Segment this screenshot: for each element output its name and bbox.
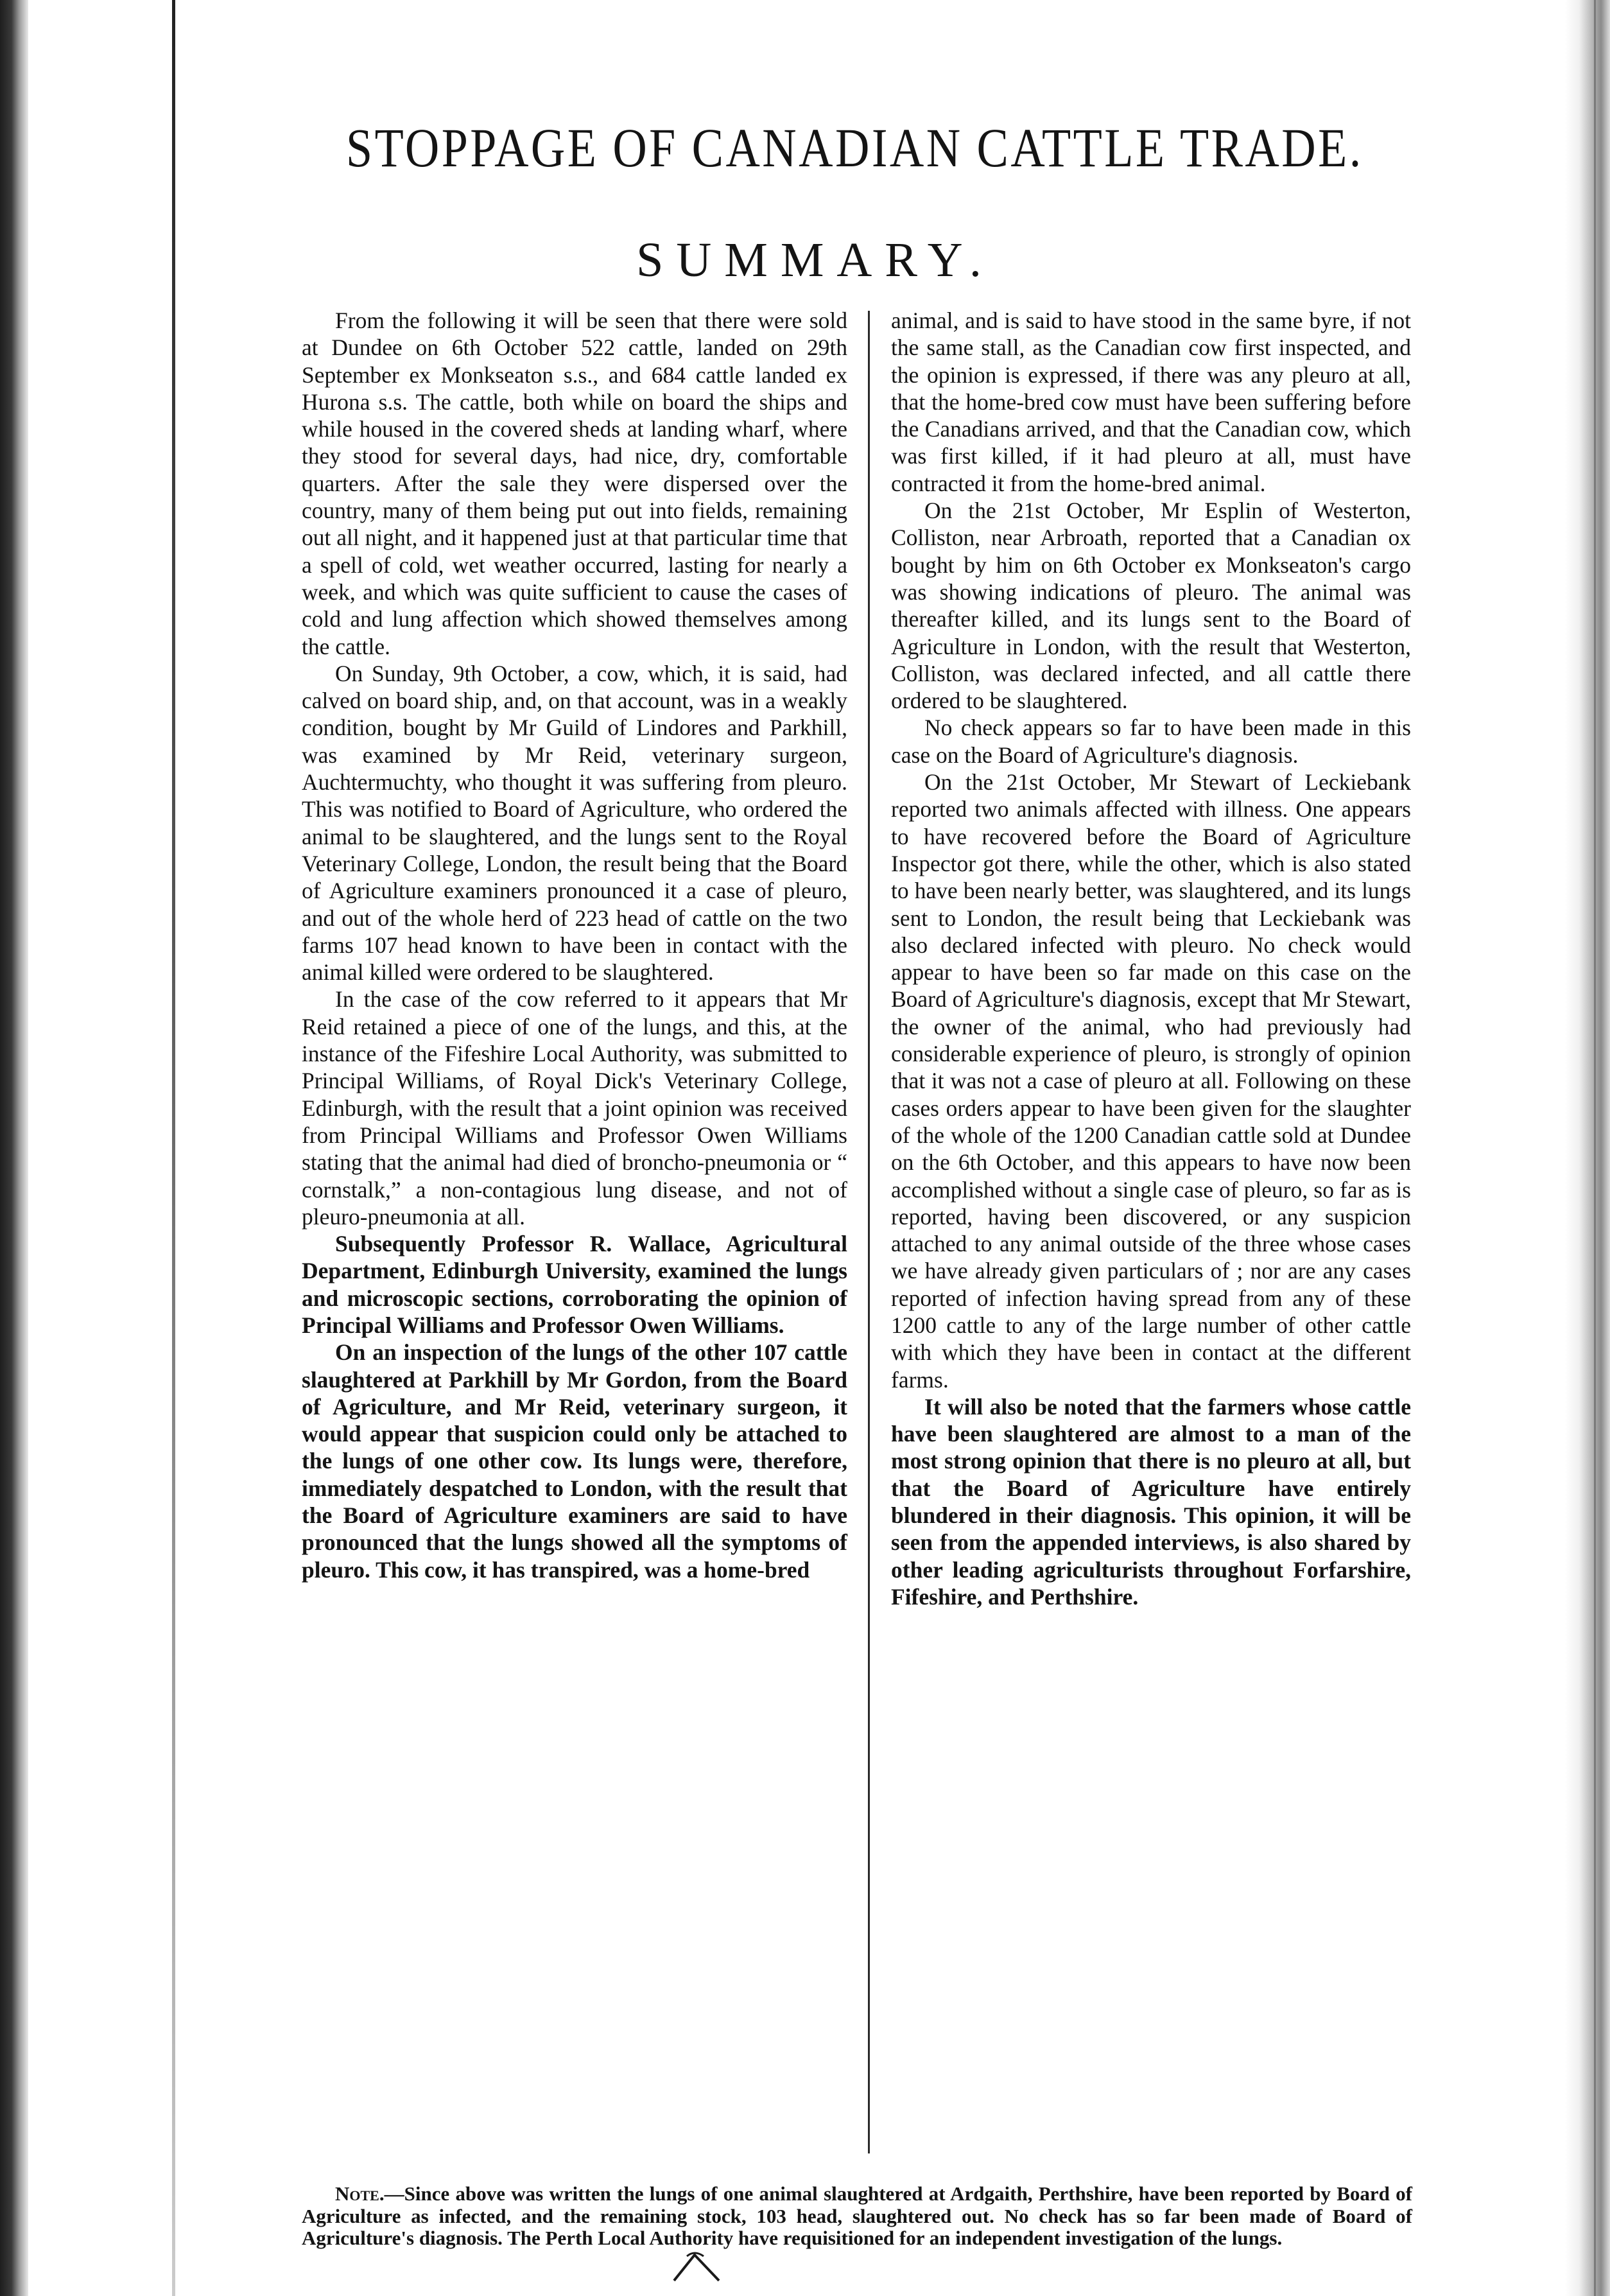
paragraph: On an inspection of the lungs of the other 107 cattle slaughtered at Parkhill by Mr Gordon, from the Board of Agriculture, and Mr Reid, veterinary surgeon, it would appear that suspicion could only be attached to the lungs of one other cow. Its lungs were, therefore, immediately despatched to London, with the result that the Board of Agriculture examiners are said to have pronounced that the lungs showed all the symptoms of pleuro. This cow, it has transpired, was a home-bred [302, 1339, 847, 1583]
scan-right-edge [1565, 0, 1610, 2296]
paragraph: animal, and is said to have stood in the same byre, if not the same stall, as the Canadian cow first inspected, and the opinion is expressed, if there was any pleuro at all, that the home-bred cow must have been suffering before the Canadians arrived, and that the Canadian cow, which was first killed, if it had pleuro at all, must have contracted it from the home-bred animal. [891, 308, 1411, 496]
paragraph: On Sunday, 9th October, a cow, which, it is said, had calved on board ship, and, on that account, was in a weakly condition, bought by Mr Guild of Lindores and Parkhill, was examined by Mr Reid, veterinary surgeon, Auchtermuchty, who thought it was suffering from pleuro. This was notified to Board of Agriculture, who ordered the animal to be slaughtered, and the lungs sent to the Royal Veterinary College, London, the result being that the Board of Agriculture examiners pronounced it a case of pleuro, and out of the whole herd of 223 head of cattle on the two farms 107 head known to have been in contact with the animal killed were ordered to be slaughtered. [302, 660, 847, 986]
paragraph: No check appears so far to have been made in this case on the Board of Agriculture's diagnosis. [891, 715, 1411, 768]
left-text-column [302, 307, 847, 1583]
scan-left-edge [0, 0, 28, 2296]
paragraph: On the 21st October, Mr Stewart of Leckiebank reported two animals affected with illness. One appears to have recovered before the Board of Agriculture Inspector got there, while the other, which is also stated to have been nearly better, was slaughtered, and its lungs sent to London, the result being that Leckiebank was also declared infected with pleuro. No check would appear to have been so far made on this case on the Board of Agriculture's diagnosis, except that Mr Stewart, the owner of the animal, who had previously had considerable experience of pleuro, is strongly of opinion that it was not a case of pleuro at all. Following on these cases orders appear to have been given for the slaughter of the whole of the 1200 Canadian cattle sold at Dundee on the 6th October, and this appears to have now been accomplished without a single case of pleuro, so far as is reported, having been discovered, or any suspicion attached to any animal outside of the three whose cases we have already given particulars of ; nor are any cases reported of infection having spread from any of these 1200 cattle to any of the large number of other cattle with which they have been in contact at the different farms. [891, 769, 1411, 1393]
binding-shadow-line [172, 0, 175, 2296]
paragraph: From the following it will be seen that there were sold at Dundee on 6th October 522 cattle, landed on 29th September ex Monkseaton s.s., and 684 cattle landed ex Hurona s.s. The cattle, both while on board the ships and while housed in the covered sheds at landing wharf, where they stood for several days, had nice, dry, comfortable quarters. After the sale they were dispersed over the country, many of them being put out into fields, remaining out all night, and it happened just at that particular time that a spell of cold, wet weather occurred, lasting for nearly a week, and which was quite sufficient to cause the cases of cold and lung affection which showed themselves among the cattle. [302, 308, 847, 659]
caret-mark-icon [668, 2247, 725, 2286]
paragraph: In the case of the cow referred to it appears that Mr Reid retained a piece of one of the lungs, and this, at the instance of the Fifeshire Local Authority, was submitted to Principal Williams, of Royal Dick's Veterinary College, Edinburgh, with the result that a joint opinion was received from Principal Williams and Professor Owen Williams stating that the animal had died of broncho-pneumonia or “ cornstalk,” a non-contagious lung disease, and not of pleuro-pneumonia at all. [302, 986, 847, 1230]
column-divider [868, 311, 870, 2153]
right-text-column [891, 307, 1411, 1610]
paragraph: On the 21st October, Mr Esplin of Westerton, Colliston, near Arbroath, reported that a Canadian ox bought by him on 6th October ex Monkseaton's cargo was showing indications of pleuro. The animal was thereafter killed, and its lungs sent to the Board of Agriculture in London, with the result that Westerton, Colliston, was declared infected, and all cattle there ordered to be slaughtered. [891, 498, 1411, 714]
paragraph: It will also be noted that the farmers whose cattle have been slaughtered are almost to a man of the most strong opinion that there is no pleuro at all, but that the Board of Agriculture have entirely blundered in their diagnosis. This opinion, it will be seen from the appended interviews, is also shared by other leading agriculturists throughout Forfarshire, Fifeshire, and Perthshire. [891, 1393, 1411, 1610]
note-text: —Since above was written the lungs of one animal slaughtered at Ardgaith, Perthshire, have been reported by Board of Agriculture as infected, and the remaining stock, 103 head, slaughtered out. No check has so far been made of Board of Agriculture's diagnosis. The Perth Local Authority have requisitioned for an independent investigation of the lungs. [302, 2182, 1412, 2249]
page-title: STOPPAGE OF CANADIAN CATTLE TRADE. [346, 117, 1363, 178]
paragraph: Subsequently Professor R. Wallace, Agricultural Department, Edinburgh University, examined the lungs and microscopic sections, corroborating the opinion of Principal Williams and Professor Owen Williams. [302, 1231, 847, 1338]
note-label: Note. [335, 2182, 385, 2205]
page-fold-line [1594, 0, 1596, 2296]
summary-heading: SUMMARY. [636, 233, 994, 287]
footnote [302, 2183, 1412, 2250]
